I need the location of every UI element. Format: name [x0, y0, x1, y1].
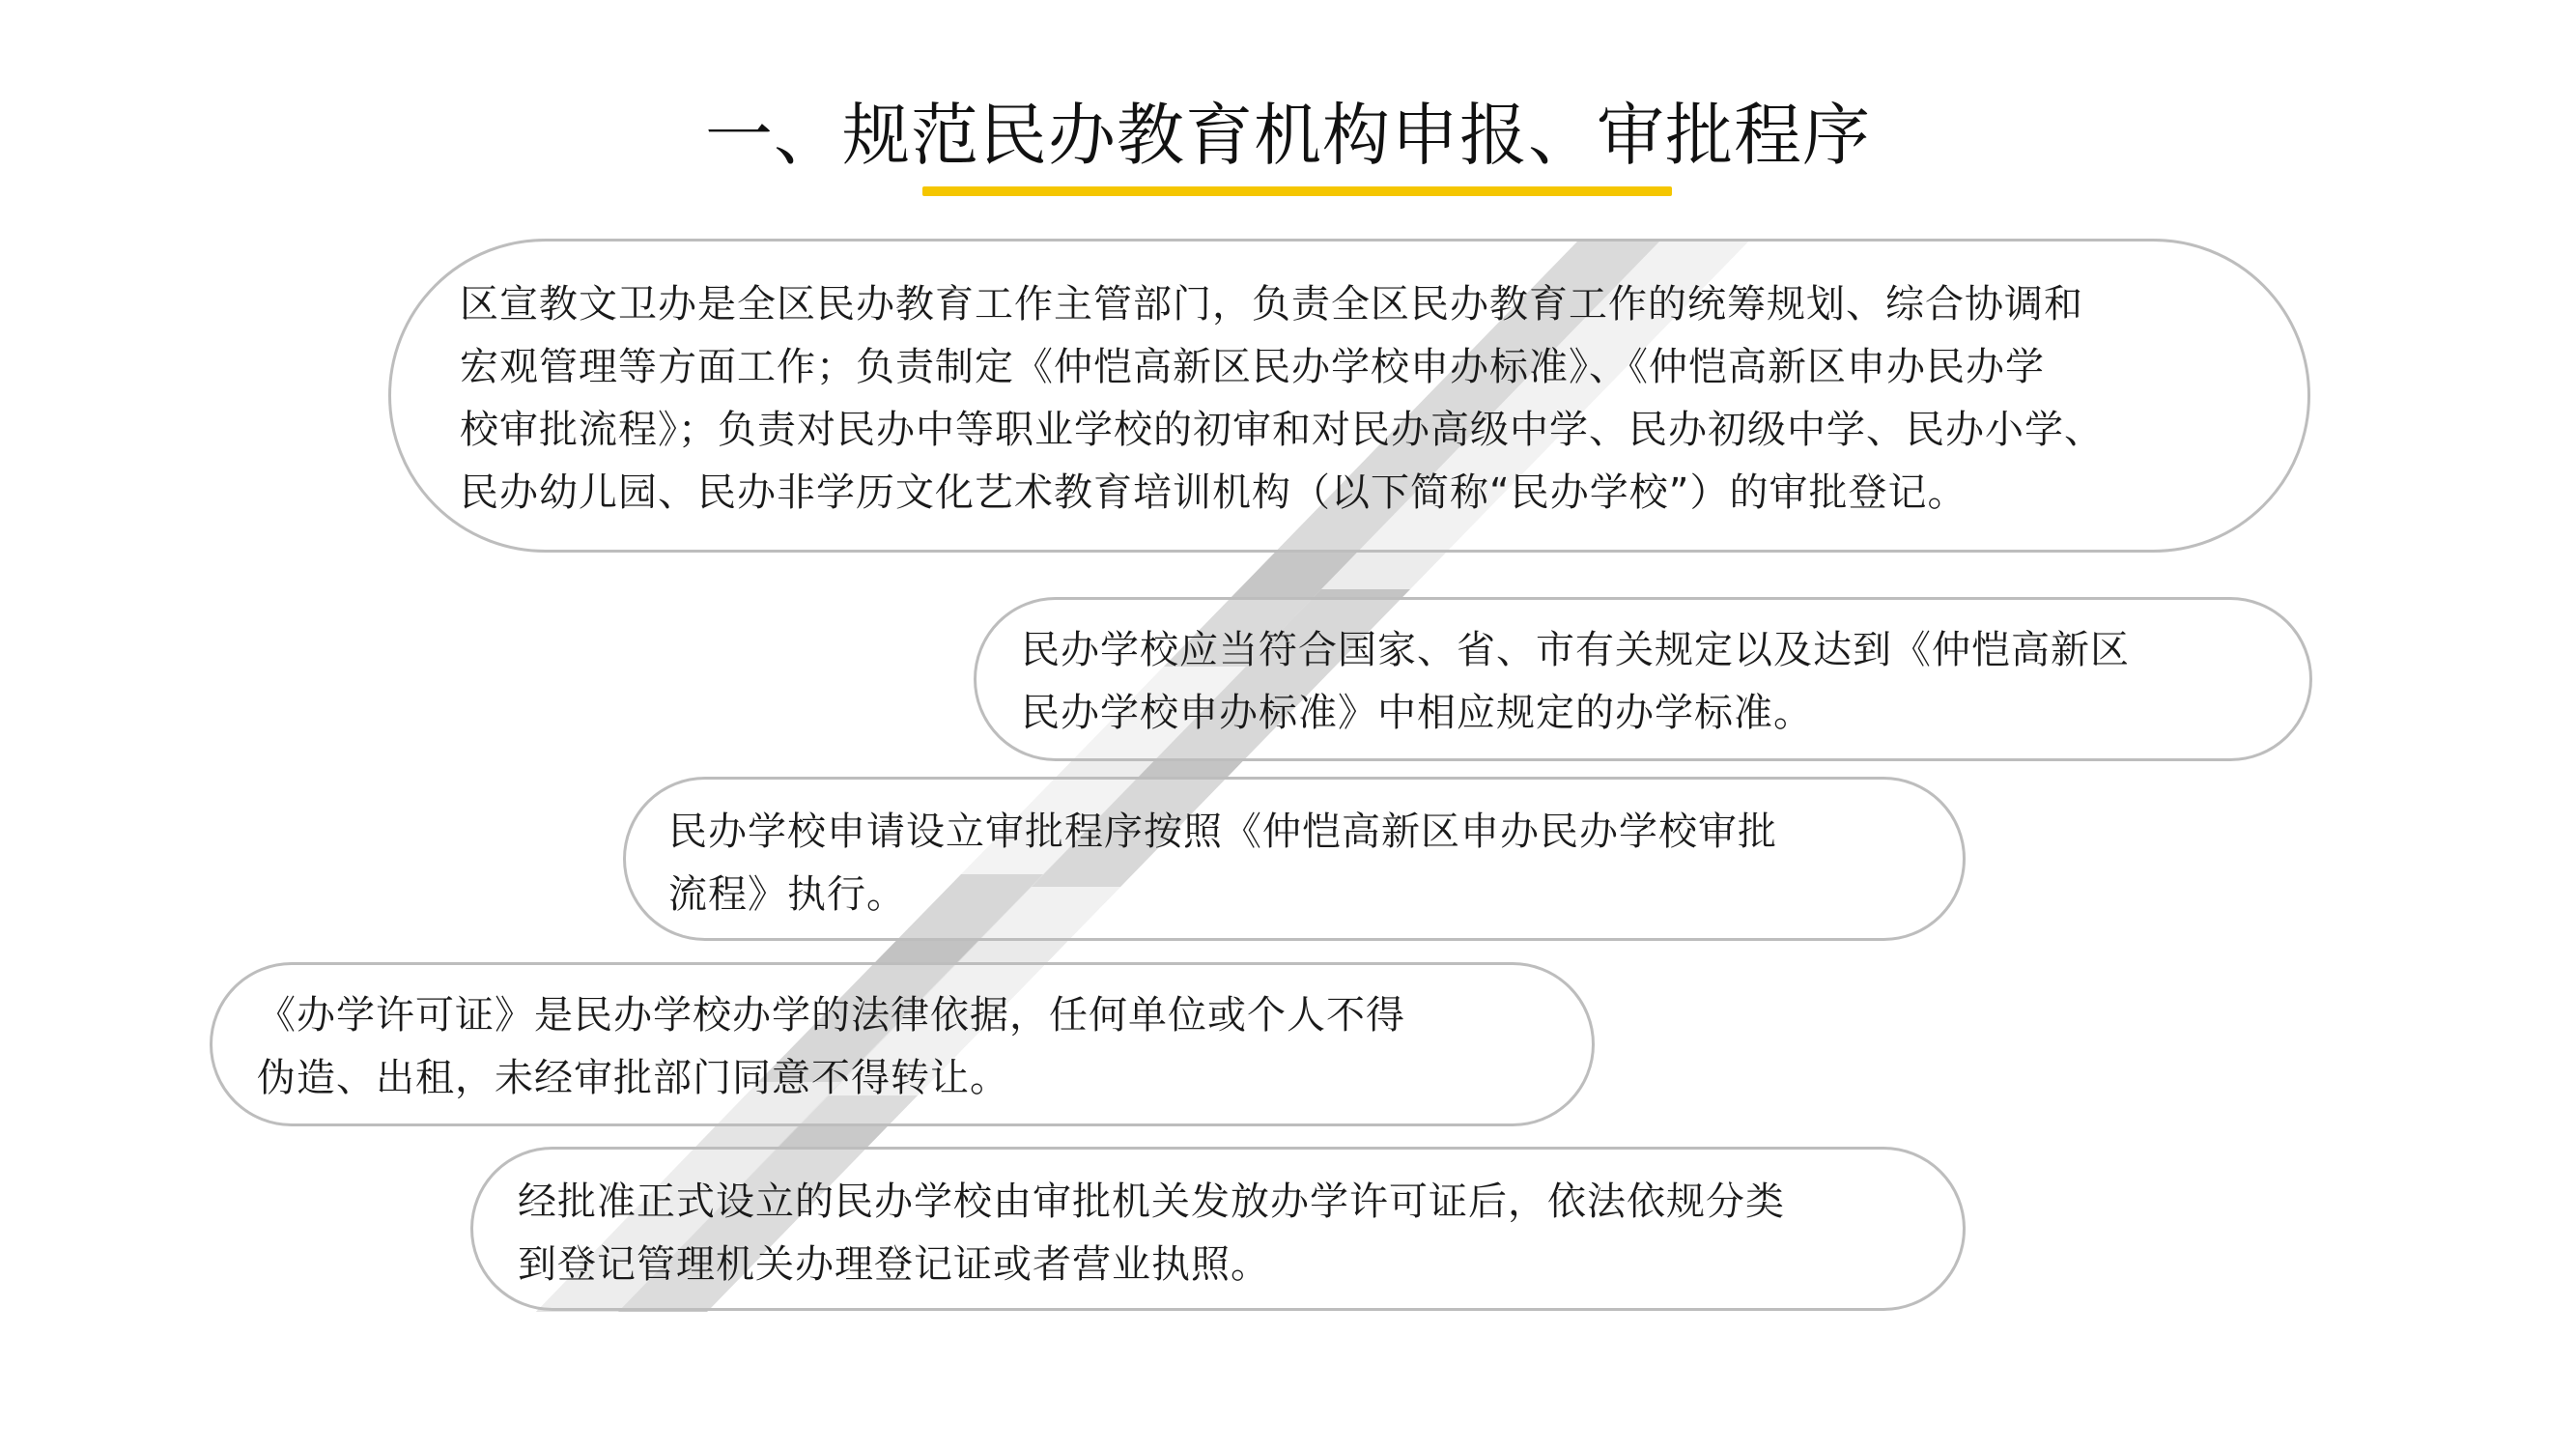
page-title: 一、规范民办教育机构申报、审批程序	[705, 96, 1871, 175]
text-line: 宏观管理等方面工作；负责制定《仲恺高新区民办学校申办标准》、《仲恺高新区申办民办学	[460, 345, 2045, 389]
text-line: 民办学校申请设立审批程序按照《仲恺高新区申办民办学校审批	[668, 810, 1777, 854]
info-pill-3	[623, 777, 1966, 941]
info-pill-4	[210, 962, 1595, 1126]
text-line: 校审批流程》；负责对民办中等职业学校的初审和对民办高级中学、民办初级中学、民办小学、	[460, 408, 2104, 452]
text-line: 《办学许可证》是民办学校办学的法律依据，任何单位或个人不得	[257, 993, 1405, 1038]
text-line: 到登记管理机关办理登记证或者营业执照。	[518, 1242, 1270, 1287]
text-line: 经批准正式设立的民办学校由审批机关发放办学许可证后，依法依规分类	[518, 1180, 1785, 1224]
text-line: 民办学校应当符合国家、省、市有关规定以及达到《仲恺高新区	[1021, 628, 2130, 672]
text-line: 民办幼儿园、民办非学历文化艺术教育培训机构（以下简称“民办学校”）的审批登记。	[460, 470, 1967, 515]
info-pill-5	[470, 1147, 1966, 1311]
info-pill-3-text	[668, 801, 1924, 926]
info-pill-2	[974, 597, 2312, 761]
text-line: 区宣教文卫办是全区民办教育工作主管部门，负责全区民办教育工作的统筹规划、综合协调和	[460, 282, 2083, 327]
title-underline	[922, 186, 1672, 196]
info-pill-2-text	[1021, 619, 2277, 745]
info-pill-1-text	[460, 273, 2276, 525]
text-line: 民办学校申办标准》中相应规定的办学标准。	[1021, 691, 1813, 735]
info-pill-1	[388, 239, 2310, 553]
text-line: 流程》执行。	[668, 872, 906, 917]
info-pill-4-text	[257, 984, 1561, 1110]
info-pill-5-text	[518, 1171, 1928, 1296]
text-line: 伪造、出租，未经审批部门同意不得转让。	[257, 1056, 1009, 1100]
